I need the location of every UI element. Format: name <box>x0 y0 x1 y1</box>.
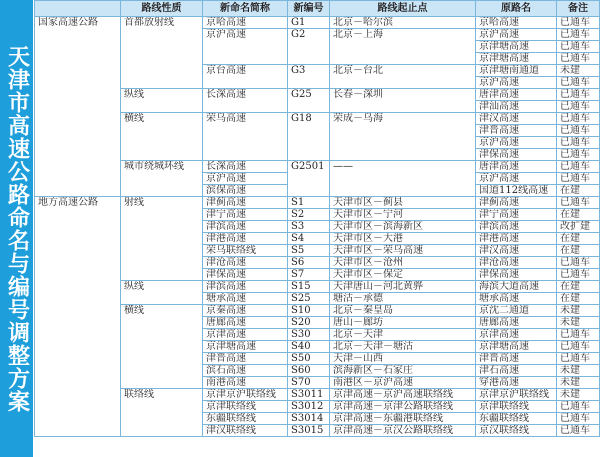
cell-note: 已通车 <box>557 113 600 125</box>
cell-new-code: S3012 <box>288 401 330 413</box>
cell-route: 南港区－京沪高速 <box>330 377 476 389</box>
subgroup-vertical-local: 纵线 <box>121 281 203 305</box>
cell-old-name: 唐廊高速 <box>476 317 557 329</box>
header-new-code: 新编号 <box>288 1 330 17</box>
cell-new-name: 京津塘高速 <box>203 341 288 353</box>
cell-old-name: 津沧高速 <box>476 257 557 269</box>
cell-note: 在建 <box>557 245 600 257</box>
table-row <box>35 17 600 29</box>
cell-old-name: 京沪高速 <box>476 137 557 149</box>
highway-naming-table <box>34 0 600 437</box>
header-note: 备注 <box>557 1 600 17</box>
cell-new-name: 津滨高速 <box>203 221 288 233</box>
cell-route: 荣成－乌海 <box>330 113 476 161</box>
cell-new-name: 京秦高速 <box>203 305 288 317</box>
cell-new-name: 京台高速 <box>203 65 288 89</box>
cell-old-name: 穿港高速 <box>476 377 557 389</box>
cell-note: 已通车 <box>557 173 600 185</box>
cell-route: 北京－天津－塘沽 <box>330 341 476 353</box>
cell-route: 北京－秦皇岛 <box>330 305 476 317</box>
cell-new-code: G1 <box>288 17 330 29</box>
cell-note: 已通车 <box>557 53 600 65</box>
cell-old-name: 塘承高速 <box>476 293 557 305</box>
cell-old-name: 国道112线高速 <box>476 185 557 197</box>
cell-route: 长春－深圳 <box>330 89 476 113</box>
cell-new-name: 京沪高速 <box>203 173 288 185</box>
side-title-text: 天津市高速公路命名与编号调整方案 <box>4 44 30 413</box>
cell-new-name: 津汉联络线 <box>203 425 288 437</box>
cell-route: 北京－哈尔滨 <box>330 17 476 29</box>
cell-route: 塘沽－承德 <box>330 293 476 305</box>
cell-new-name: 唐廊高速 <box>203 317 288 329</box>
cell-new-code: S3015 <box>288 425 330 437</box>
cell-old-name: 京津京沪联络线 <box>476 389 557 401</box>
group-local: 地方高速公路 <box>35 197 121 437</box>
cell-note: 已通车 <box>557 29 600 41</box>
cell-note: 已通车 <box>557 89 600 101</box>
cell-route: —— <box>330 161 476 197</box>
cell-new-name: 南港高速 <box>203 377 288 389</box>
cell-old-name: 海滨大道高速 <box>476 281 557 293</box>
cell-new-code: G18 <box>288 113 330 161</box>
cell-new-code: S60 <box>288 365 330 377</box>
cell-new-name: 荣乌联络线 <box>203 245 288 257</box>
cell-route: 天津市区－大港 <box>330 233 476 245</box>
cell-old-name: 京津联络线 <box>476 401 557 413</box>
header-route-endpoints: 路线起止点 <box>330 1 476 17</box>
cell-new-name: 京沪高速 <box>203 29 288 65</box>
cell-note: 在建 <box>557 185 600 197</box>
cell-note: 已通车 <box>557 257 600 269</box>
subgroup-ring: 城市绕城环线 <box>121 161 203 197</box>
cell-old-name: 京沪高速 <box>476 173 557 185</box>
group-national: 国家高速公路 <box>35 17 121 197</box>
cell-new-name: 京津联络线 <box>203 401 288 413</box>
subgroup-vertical: 纵线 <box>121 89 203 113</box>
cell-route: 天津市区－蓟县 <box>330 197 476 209</box>
cell-route: 天津－山西 <box>330 353 476 365</box>
cell-route: 天津市区－宁河 <box>330 209 476 221</box>
cell-note: 改扩建 <box>557 221 600 233</box>
cell-new-name: 东疆联络线 <box>203 413 288 425</box>
subgroup-horizontal: 横线 <box>121 113 203 161</box>
cell-route: 京津高速－京汉公路联络线 <box>330 425 476 437</box>
cell-old-name: 津石高速 <box>476 365 557 377</box>
cell-route: 京津高速－京津公路联络线 <box>330 401 476 413</box>
cell-old-name: 津保高速 <box>476 269 557 281</box>
cell-old-name: 京津塘高速 <box>476 41 557 53</box>
subgroup-capital-radial: 首都放射线 <box>121 17 203 89</box>
cell-route: 北京－天津 <box>330 329 476 341</box>
cell-new-code: S15 <box>288 281 330 293</box>
cell-new-name: 京津京沪联络线 <box>203 389 288 401</box>
cell-old-name: 东疆联络线 <box>476 413 557 425</box>
cell-old-name: 津蓟高速 <box>476 197 557 209</box>
cell-old-name: 京津塘南通道 <box>476 65 557 77</box>
cell-note: 未建 <box>557 317 600 329</box>
cell-old-name: 京沈二通道 <box>476 305 557 317</box>
cell-new-code: S25 <box>288 293 330 305</box>
cell-new-name: 津滨高速 <box>203 281 288 293</box>
cell-route: 天津市区－沧州 <box>330 257 476 269</box>
cell-route: 天津唐山－河北黄骅 <box>330 281 476 293</box>
cell-new-name: 京哈高速 <box>203 17 288 29</box>
cell-new-code: S10 <box>288 305 330 317</box>
cell-new-name: 津蓟高速 <box>203 197 288 209</box>
header-old-name: 原路名 <box>476 1 557 17</box>
cell-old-name: 津汉高速 <box>476 113 557 125</box>
cell-route: 北京－上海 <box>330 29 476 65</box>
cell-new-code: S3014 <box>288 413 330 425</box>
cell-new-name: 津晋高速 <box>203 353 288 365</box>
header-route-type: 路线性质 <box>121 1 203 17</box>
cell-old-name: 京哈高速 <box>476 17 557 29</box>
cell-route: 滨海新区－石家庄 <box>330 365 476 377</box>
cell-note: 未建 <box>557 377 600 389</box>
subgroup-connector: 联络线 <box>121 389 203 437</box>
table-body <box>35 17 600 437</box>
cell-old-name: 津汉高速 <box>476 245 557 257</box>
cell-old-name: 津汕高速 <box>476 101 557 113</box>
cell-note: 未建 <box>557 65 600 77</box>
cell-note: 在建 <box>557 281 600 293</box>
header-new-name: 新命名简称 <box>203 1 288 17</box>
cell-new-name: 荣乌高速 <box>203 113 288 161</box>
table-header-row <box>35 1 600 17</box>
cell-new-name: 津宁高速 <box>203 209 288 221</box>
cell-note: 已通车 <box>557 353 600 365</box>
cell-old-name: 津港高速 <box>476 233 557 245</box>
cell-route: 天津市区－荣乌高速 <box>330 245 476 257</box>
cell-note: 未建 <box>557 305 600 317</box>
header-category <box>35 1 121 17</box>
cell-new-code: S6 <box>288 257 330 269</box>
cell-new-name: 长深高速 <box>203 161 288 173</box>
cell-new-name: 滨石高速 <box>203 365 288 377</box>
cell-new-code: S4 <box>288 233 330 245</box>
cell-new-name: 津保高速 <box>203 269 288 281</box>
cell-route: 北京－台北 <box>330 65 476 89</box>
cell-old-name: 津滨高速 <box>476 221 557 233</box>
side-title-banner <box>0 0 33 457</box>
cell-new-name: 津沧高速 <box>203 257 288 269</box>
cell-old-name: 京汉联络线 <box>476 425 557 437</box>
cell-route: 京津高速－东疆港联络线 <box>330 413 476 425</box>
cell-route: 天津市区－保定 <box>330 269 476 281</box>
cell-old-name: 唐津高速 <box>476 89 557 101</box>
cell-new-name: 滨保高速 <box>203 185 288 197</box>
cell-new-code: S1 <box>288 197 330 209</box>
cell-old-name: 京津塘高速 <box>476 341 557 353</box>
cell-route: 京津高速－京沪高速联络线 <box>330 389 476 401</box>
cell-new-code: S2 <box>288 209 330 221</box>
cell-new-code: S7 <box>288 269 330 281</box>
cell-new-code: S3011 <box>288 389 330 401</box>
cell-route: 天津市区－滨海新区 <box>330 221 476 233</box>
cell-note: 已通车 <box>557 77 600 89</box>
cell-note: 已通车 <box>557 137 600 149</box>
cell-route: 唐山－廊坊 <box>330 317 476 329</box>
cell-new-code: S20 <box>288 317 330 329</box>
cell-note: 已通车 <box>557 425 600 437</box>
cell-new-code: G3 <box>288 65 330 89</box>
cell-new-name: 京津高速 <box>203 329 288 341</box>
cell-new-name: 塘承高速 <box>203 293 288 305</box>
cell-note: 已通车 <box>557 41 600 53</box>
cell-new-code: S40 <box>288 341 330 353</box>
table-row <box>35 197 600 209</box>
cell-old-name: 京津塘高速 <box>476 53 557 65</box>
cell-new-code: S30 <box>288 329 330 341</box>
table-container <box>34 0 599 457</box>
cell-new-code: G2501 <box>288 161 330 197</box>
cell-note: 在建 <box>557 293 600 305</box>
cell-note: 已通车 <box>557 149 600 161</box>
cell-new-code: G2 <box>288 29 330 65</box>
cell-new-name: 长深高速 <box>203 89 288 113</box>
cell-note: 已通车 <box>557 341 600 353</box>
cell-old-name: 京沪高速 <box>476 29 557 41</box>
cell-note: 在建 <box>557 209 600 221</box>
cell-new-code: S50 <box>288 353 330 365</box>
cell-note: 已通车 <box>557 329 600 341</box>
cell-new-name: 津港高速 <box>203 233 288 245</box>
cell-old-name: 唐津高速 <box>476 161 557 173</box>
cell-old-name: 津宁高速 <box>476 209 557 221</box>
cell-old-name: 津晋高速 <box>476 353 557 365</box>
cell-note: 已通车 <box>557 197 600 209</box>
cell-old-name: 津保高速 <box>476 149 557 161</box>
cell-new-code: G25 <box>288 89 330 113</box>
cell-note: 已通车 <box>557 125 600 137</box>
cell-new-code: S70 <box>288 377 330 389</box>
cell-note: 已通车 <box>557 17 600 29</box>
cell-note: 在建 <box>557 233 600 245</box>
cell-old-name: 京沪高速 <box>476 77 557 89</box>
cell-note: 已通车 <box>557 413 600 425</box>
cell-note: 已通车 <box>557 101 600 113</box>
cell-note: 未建 <box>557 365 600 377</box>
cell-new-code: S5 <box>288 245 330 257</box>
cell-old-name: 京津高速 <box>476 329 557 341</box>
cell-note: 已通车 <box>557 161 600 173</box>
cell-new-code: S3 <box>288 221 330 233</box>
subgroup-horizontal-local: 横线 <box>121 305 203 389</box>
cell-note: 未建 <box>557 389 600 401</box>
cell-old-name: 津晋高速 <box>476 125 557 137</box>
cell-note: 已通车 <box>557 401 600 413</box>
cell-note: 已通车 <box>557 269 600 281</box>
subgroup-radial: 射线 <box>121 197 203 281</box>
